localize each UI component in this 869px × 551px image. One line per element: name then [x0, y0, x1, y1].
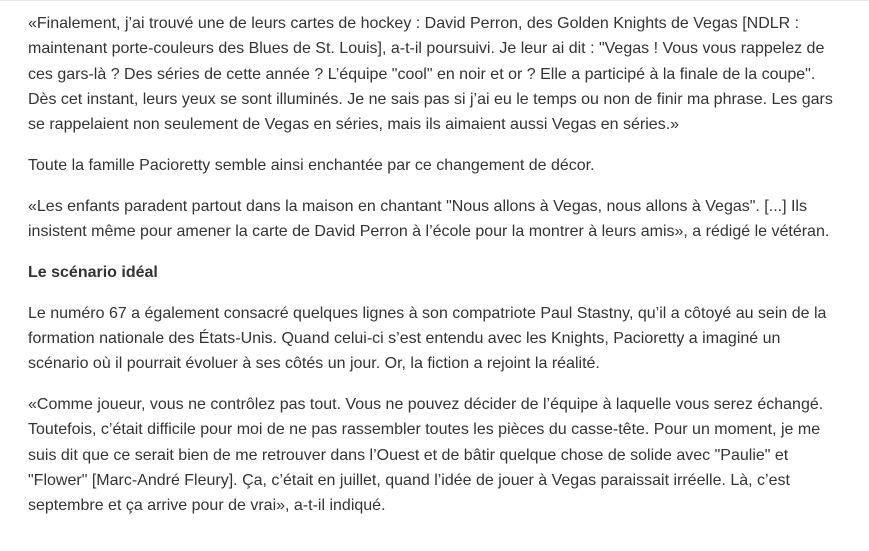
quote-paragraph-children: «Les enfants paradent partout dans la maison en chantant "Nous allons à Vegas, nous allons à Vegas". [...] Ils insistent même pour amener la carte de David Perron à l’école pour la montrer à leurs amis», a rédigé le vétéran. [28, 197, 830, 241]
quote-paragraph-hockey-card: «Finalement, j’ai trouvé une de leurs cartes de hockey : David Perron, des Golden Knights de Vegas [NDLR : maintenant porte-couleurs des Blues de St. Louis], a-t-il poursuivi. Je leur ai dit : "Vegas ! Vous vous rappelez de ces gars-là ? Des séries de cette année ? L’équipe "cool" en noir et or ? Elle a participé à la finale de la coupe". Dès cet instant, leurs yeux se sont illuminés. Je ne sais pas si j’ai eu le temps ou non de finir ma phrase. Les gars se rappelaient non seulement de Vegas en séries, mais ils aimaient aussi Vegas en séries.» [28, 15, 833, 134]
paragraph-stastny: Le numéro 67 a également consacré quelques lignes à son compatriote Paul Stastny, qu’il a côtoyé au sein de la formation nationale des États-Unis. Quand celui-ci s’est entendu avec les Knights, Pacioretty a imaginé un scénario où il pourrait évoluer à ses côtés un jour. Or, la fiction a rejoint la réalité. [28, 304, 827, 373]
paragraph-family: Toute la famille Pacioretty semble ainsi enchantée par ce changement de décor. [28, 156, 595, 174]
article-body [28, 11, 840, 534]
top-divider [0, 0, 869, 1]
section-subheading: Le scénario idéal [28, 263, 158, 281]
quote-paragraph-trade: «Comme joueur, vous ne contrôlez pas tout. Vous ne pouvez décider de l’équipe à laquelle vous serez échangé. Toutefois, c’était difficile pour moi de ne pas rassembler toutes les pièces du casse-tête. Pour un moment, je me suis dit que ce serait bien de me retrouver dans l’Ouest et de bâtir quelque chose de solide avec "Paulie" et "Flower" [Marc-André Fleury]. Ça, c’était en juillet, quand l’idée de jouer à Vegas paraissait irréelle. Là, c’est septembre et ça arrive pour de vrai», a-t-il indiqué. [28, 396, 824, 515]
